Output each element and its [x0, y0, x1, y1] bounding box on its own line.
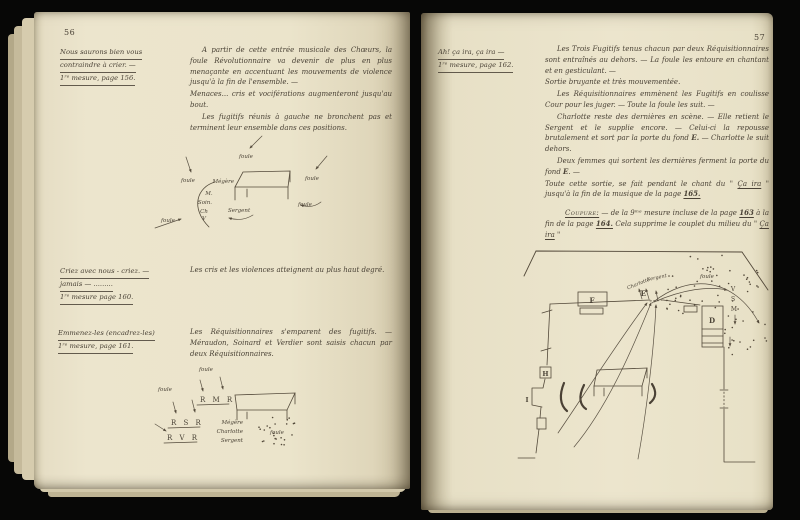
- stage-diagram-crowd-table: [145, 130, 385, 248]
- margin-note-line: 1ʳᵉ mesure, page 156.: [60, 73, 135, 86]
- figure-stroke: [561, 383, 567, 411]
- paragraph: Sortie bruyante et très mouvementée.: [545, 78, 681, 87]
- margin-note-cue-2: [60, 266, 192, 305]
- arc-letter: Ch: [200, 209, 208, 215]
- label-sergent: Sergent: [228, 208, 251, 214]
- crowd-dots: [724, 308, 767, 355]
- crowd-arrow: [173, 402, 176, 413]
- paragraph: A partir de cette entrée musicale des Chœurs, la foule Révolutionnaire va devenir de plus en plus menaçante en accentuant les mouvements de violence jusqu'à la fin de l'ensemble. —: [190, 46, 392, 87]
- margin-note-line: Ah! ça ira, ça ira —: [438, 47, 504, 60]
- crowd-arrow: [316, 156, 327, 169]
- crowd-arrow: [200, 380, 203, 391]
- arc-letter: Soin.: [197, 200, 213, 206]
- movement-arrow: [229, 215, 253, 219]
- row-underline: [164, 442, 197, 443]
- group-row-RVR: R V R: [167, 434, 200, 442]
- crowd-arrow: [250, 136, 262, 148]
- label-megere: Mégère: [212, 179, 234, 185]
- label-sergent: Sergent: [220, 438, 243, 444]
- stage-ground-plan: [514, 245, 774, 473]
- set-piece: [684, 306, 697, 312]
- crowd-arrow: [220, 377, 223, 389]
- stage-diagram-capture: [148, 360, 358, 475]
- row-underline: [168, 427, 200, 428]
- paragraph: Les fugitifs réunis à gauche ne bronchent pas et terminent leur ensemble dans ces positions.: [190, 112, 392, 132]
- margin-note-line: Criez avec nous - criez. —: [60, 266, 149, 279]
- stage-direction-text-4: [545, 44, 769, 242]
- set-piece: [580, 308, 603, 314]
- label-sergent: Sergent: [646, 272, 668, 284]
- paragraph: Menaces... cris et vociférations augmenteront jusqu'au bout.: [190, 90, 392, 109]
- label-foule: foule: [700, 274, 714, 280]
- movement-arrow: [574, 303, 651, 447]
- label-V: V: [730, 286, 736, 293]
- margin-note-line: jamais — .........: [60, 279, 113, 292]
- movement-arrow: [646, 289, 649, 299]
- crowd-arrow: [155, 424, 166, 431]
- margin-note-cue-4: [438, 47, 548, 73]
- staircase-steps: [702, 329, 723, 343]
- paragraph: Les Réquisitionnaires s'emparent des fugitifs. — Méraudon, Soinard et Verdier sont saisis chacun par deux Réquisitionnaires.: [190, 328, 392, 358]
- label-foule: foule: [305, 176, 319, 182]
- label-foule: foule: [270, 430, 284, 436]
- stage-direction-text-1: [190, 45, 392, 134]
- label-charlotte: Charlotte: [216, 429, 243, 435]
- table-shape: [235, 393, 295, 420]
- crowd-dots: [667, 255, 759, 309]
- paragraph: Charlotte reste des dernières en scène. — Elle retient le Sergent et le supplie encore. — Celui-ci la repousse brutalement et sort par la porte du fond E. — Charlotte le suit dehors.: [545, 112, 769, 154]
- page-number-right: 57: [754, 33, 766, 42]
- margin-note-line: 1ʳᵉ mesure, page 162.: [438, 60, 513, 73]
- label-foule: foule: [199, 367, 213, 373]
- figure-stroke: [650, 384, 655, 403]
- staircase-D: [702, 306, 723, 347]
- label-I: I: [525, 396, 529, 404]
- margin-note-line: 1ʳᵉ mesure, page 161.: [58, 341, 133, 354]
- paragraph-coupure: Coupure: — de la 9ᵐᵉ mesure incluse de la page 163 à la fin de la page 164. Cela supprime le couplet du milieu du " Ça ira ": [545, 208, 769, 239]
- table-shape: [235, 171, 290, 200]
- label-charlotte: Charlotte: [626, 276, 651, 292]
- crowd-arrow: [192, 400, 195, 412]
- page-number-left: 56: [64, 28, 76, 37]
- room-right-wall: [720, 347, 755, 462]
- label-S: S: [730, 296, 736, 303]
- right-page: [421, 13, 773, 510]
- stage-direction-text-3: [190, 327, 392, 360]
- label-F: F: [589, 296, 595, 305]
- margin-note-line: Emmenez-les (encadrez-les): [58, 328, 155, 341]
- label-foule: foule: [298, 202, 312, 208]
- movement-arrow: [558, 303, 647, 433]
- margin-note-cue-3: [58, 328, 192, 354]
- label-foule: foule: [158, 387, 172, 393]
- group-row-RSR: R S R: [171, 419, 204, 427]
- paragraph: Les Trois Fugitifs tenus chacun par deux Réquisitionnaires sont entraînés au dehors. — La foule les entoure en chantant et en gesticulant. —: [545, 45, 769, 75]
- margin-note-cue-1: [60, 47, 192, 86]
- room-top-wall: [550, 300, 650, 304]
- label-H: H: [542, 370, 549, 378]
- room-left-wall: [518, 304, 552, 458]
- label-M: M: [730, 306, 738, 313]
- label-megere: Mégère: [221, 420, 243, 426]
- arc-letter: M.: [205, 191, 213, 197]
- figure-stroke: [580, 385, 586, 409]
- paragraph: Les Réquisitionnaires emmènent les Fugitifs en coulisse Cour pour les juger. — Toute la foule les suit. —: [545, 90, 769, 109]
- group-row-RMR: R M R: [200, 396, 235, 404]
- crowd-arrow: [186, 157, 191, 172]
- label-D: D: [708, 316, 716, 325]
- margin-note-line: Nous saurons bien vous: [60, 47, 142, 60]
- margin-note-line: 1ʳᵉ mesure page 160.: [60, 292, 133, 305]
- paragraph: Toute cette sortie, se fait pendant le chant du " Ça ira " jusqu'à la fin de la musique de la page 165.: [545, 179, 769, 199]
- left-page: [34, 12, 410, 489]
- paragraph: Les cris et les violences atteignent au plus haut degré.: [190, 266, 385, 274]
- label-E-door: E: [640, 289, 646, 298]
- row-underline: [197, 404, 229, 405]
- label-foule: foule: [239, 154, 253, 160]
- label-foule: foule: [181, 178, 195, 184]
- label-foule: foule: [161, 218, 175, 224]
- stage-direction-text-2: [190, 265, 392, 277]
- page-stack-edge: [48, 492, 400, 497]
- arc-letter: V: [202, 216, 206, 222]
- paragraph: Deux femmes qui sortent les dernières ferment la porte du fond E. —: [545, 156, 769, 176]
- margin-note-line: contraindre à crier. —: [60, 60, 136, 73]
- set-piece: [537, 418, 546, 429]
